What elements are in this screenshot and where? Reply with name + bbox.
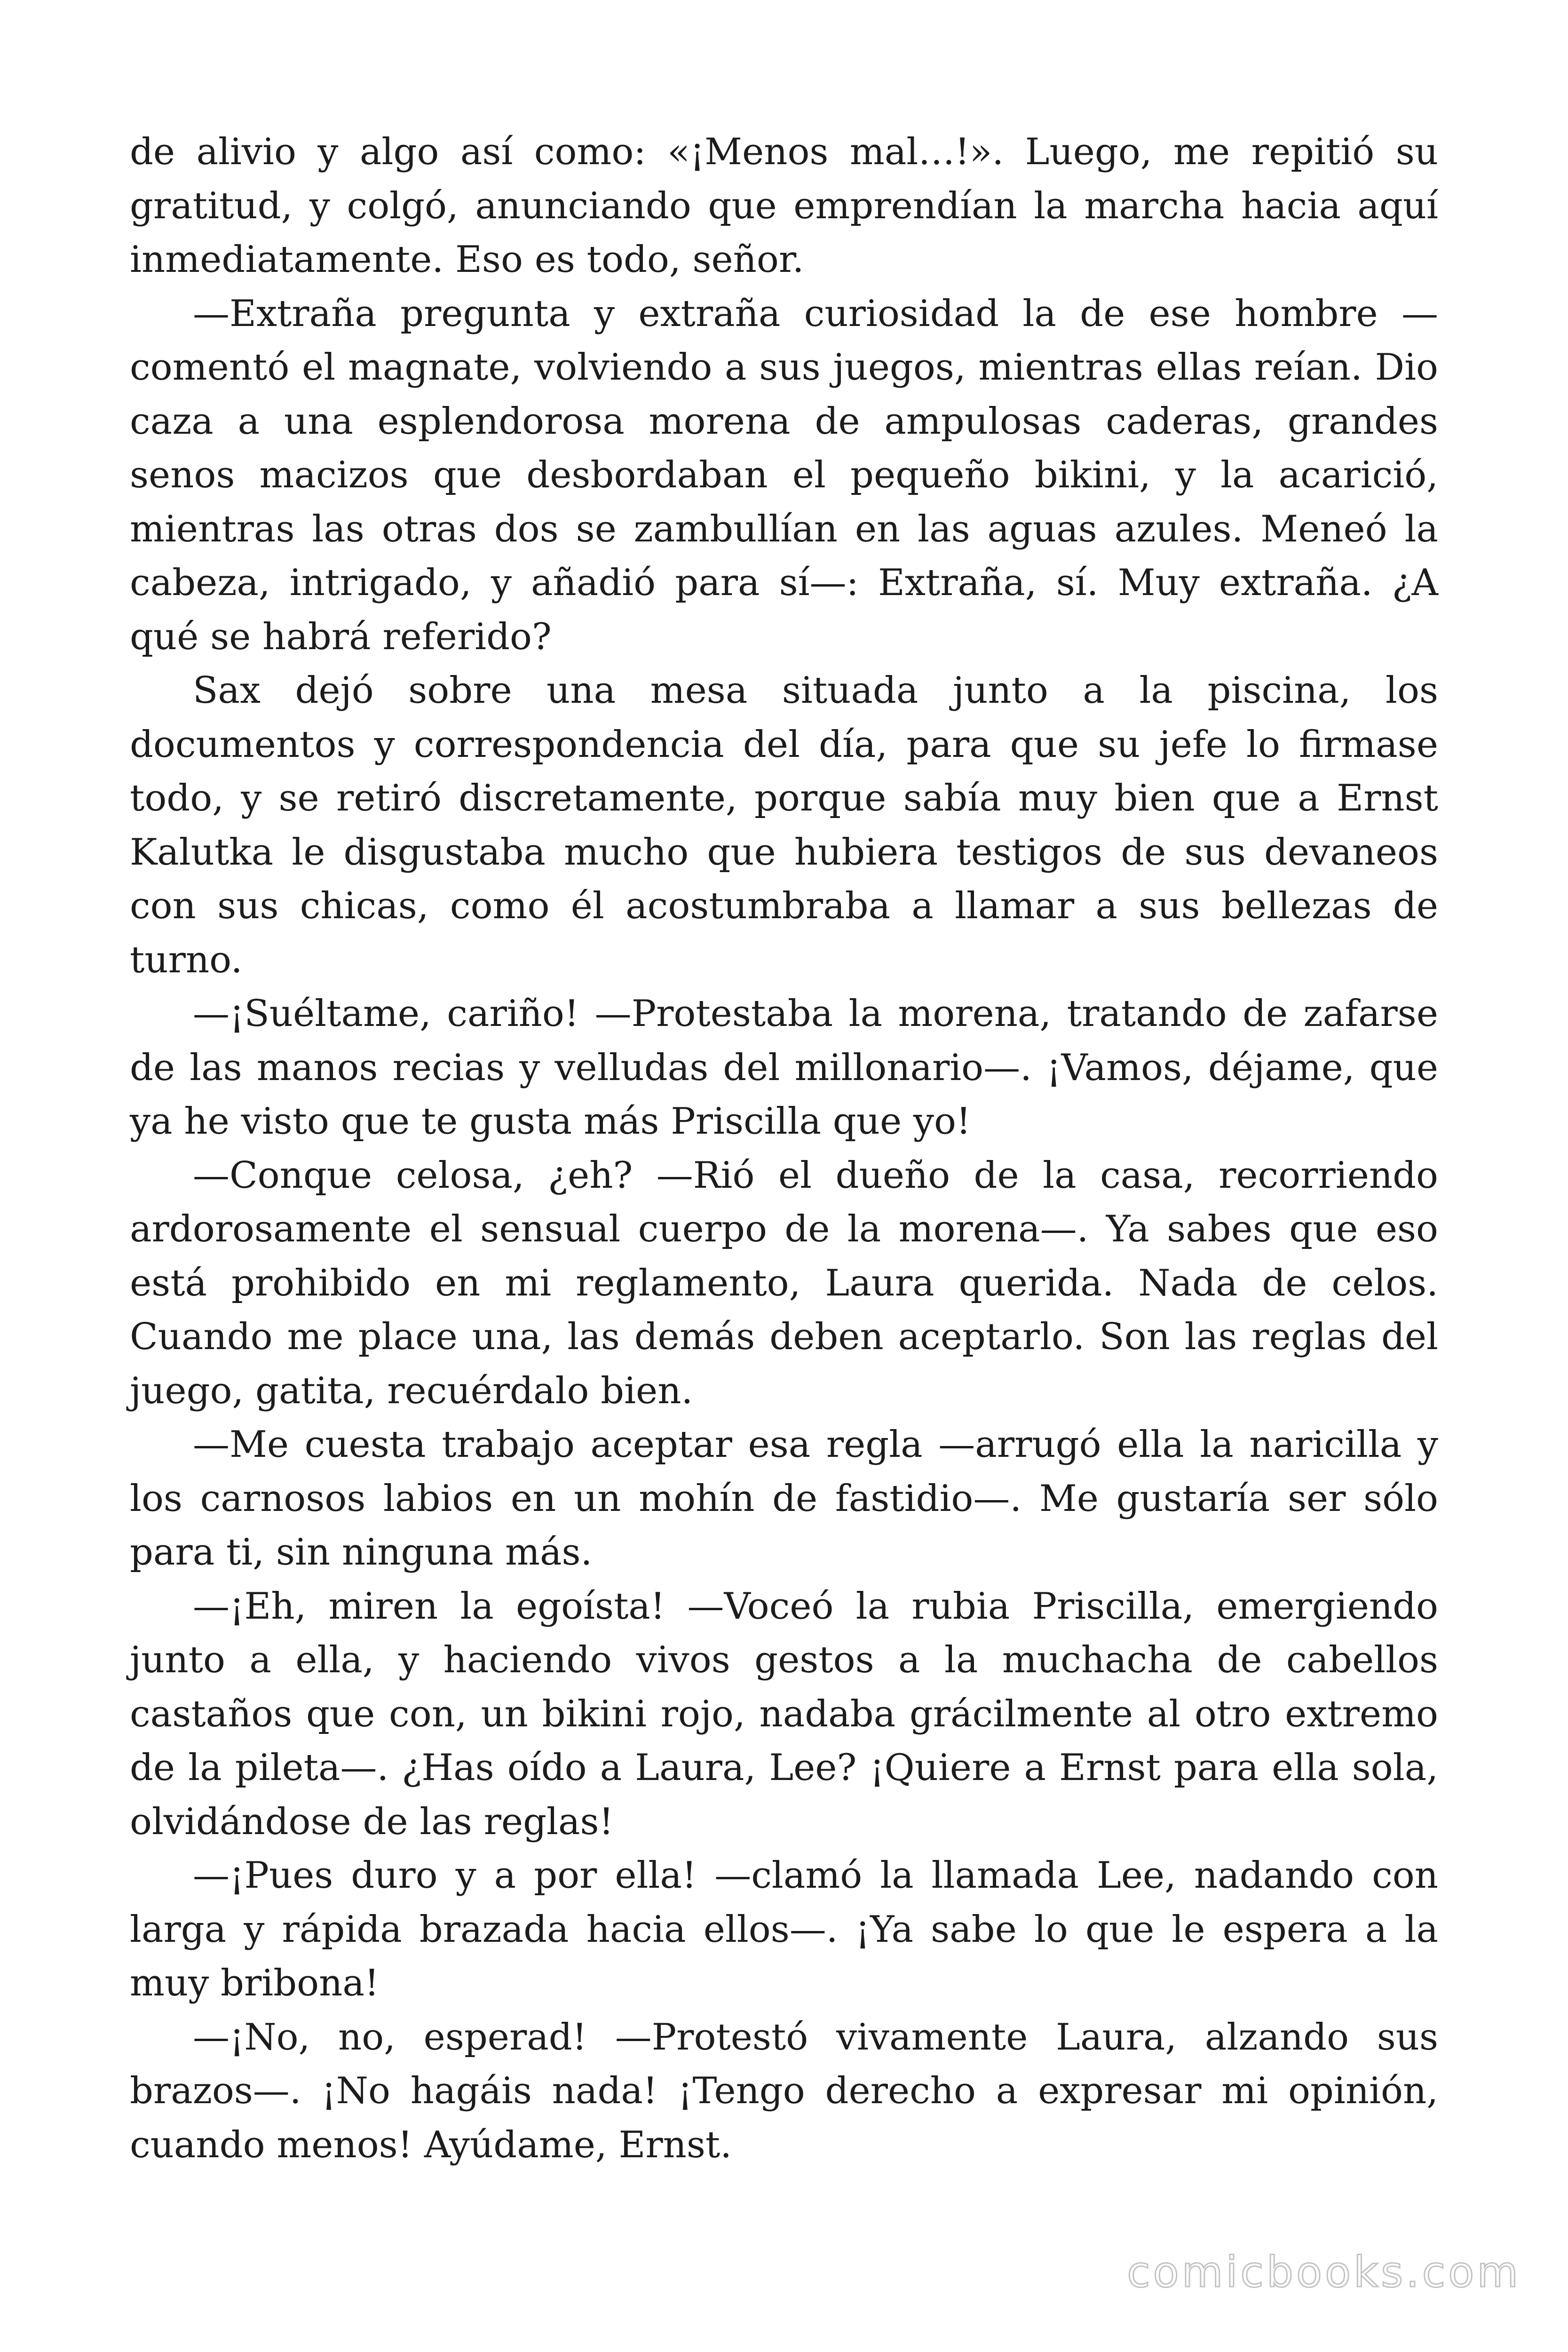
paragraph-3: Sax dejó sobre una mesa situada junto a la piscina, los documentos y correspondencia del día, para que su jefe lo firmase todo, y se retiró discretamente, porque sabía muy bien que a Ernst Kalutka le disgustaba mucho que hubiera testigos de sus devaneos con sus chicas, como él acostumbraba a llamar a sus bellezas de turno. — [130, 669, 1438, 981]
paragraph-6: —Me cuesta trabajo aceptar esa regla —arrugó ella la naricilla y los carnosos labios en un mohín de fastidio—. Me gustaría ser sólo para ti, sin ninguna más. — [130, 1423, 1438, 1573]
paragraph-8: —¡Pues duro y a por ella! —clamó la llamada Lee, nadando con larga y rápida brazada hacia ellos—. ¡Ya sabe lo que le espera a la muy bribona! — [130, 1854, 1438, 2004]
paragraph-7: —¡Eh, miren la egoísta! —Voceó la rubia Priscilla, emergiendo junto a ella, y haciendo vivos gestos a la muchacha de cabellos castaños que con, un bikini rojo, nadaba grácilmente al otro extremo de la pileta—. ¿Has oído a Laura, Lee? ¡Quiere a Ernst para ella sola, olvidándose de las reglas! — [130, 1585, 1438, 1843]
paragraph-4: —¡Suéltame, cariño! —Protestaba la morena, tratando de zafarse de las manos recias y velludas del millonario—. ¡Vamos, déjame, que ya he visto que te gusta más Priscilla que yo! — [130, 993, 1438, 1143]
paragraph-5: —Conque celosa, ¿eh? —Rió el dueño de la casa, recorriendo ardorosamente el sensual cuerpo de la morena—. Ya sabes que eso está prohibido en mi reglamento, Laura querida. Nada de celos. Cuando me place una, las demás deben aceptarlo. Son las reglas del juego, gatita, recuérdalo bien. — [130, 1154, 1438, 1412]
watermark: comicbooks.com — [1127, 2248, 1521, 2297]
page-body — [130, 125, 1438, 2172]
paragraph-2: —Extraña pregunta y extraña curiosidad la de ese hombre —comentó el magnate, volviendo a sus juegos, mientras ellas reían. Dio caza a una esplendorosa morena de ampulosas caderas, grandes senos macizos que desbordaban el pequeño bikini, y la acarició, mientras las otras dos se zambullían en las aguas azules. Meneó la cabeza, intrigado, y añadió para sí—: Extraña, sí. Muy extraña. ¿A qué se habrá referido? — [130, 292, 1438, 658]
paragraph-9: —¡No, no, esperad! —Protestó vivamente Laura, alzando sus brazos—. ¡No hagáis nada! ¡Tengo derecho a expresar mi opinión, cuando menos! Ayúdame, Ernst. — [130, 2016, 1438, 2166]
paragraph-1: de alivio y algo así como: «¡Menos mal…!». Luego, me repitió su gratitud, y colgó, anunciando que emprendían la marcha hacia aquí inmediatamente. Eso es todo, señor. — [130, 131, 1438, 281]
